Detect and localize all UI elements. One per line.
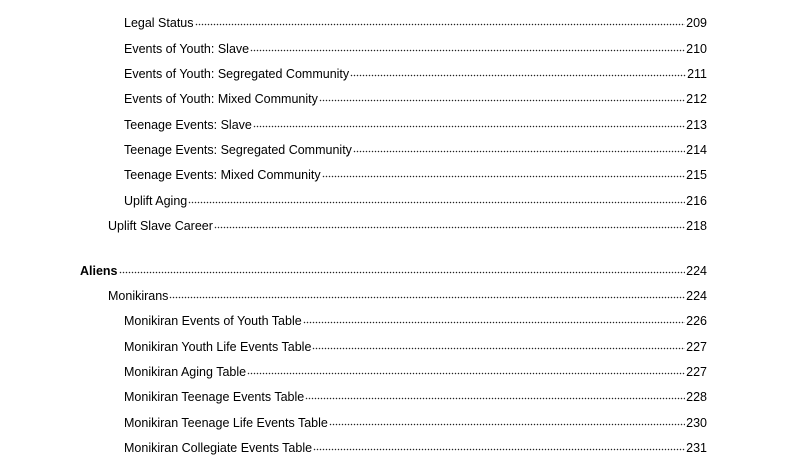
dot-leader bbox=[169, 282, 685, 300]
toc-entry-title: Monikiran Collegiate Events Table bbox=[124, 441, 313, 455]
toc-entry-title: Monikiran Events of Youth Table bbox=[124, 314, 302, 328]
toc-entry-title: Events of Youth: Segregated Community bbox=[124, 67, 350, 81]
dot-leader bbox=[313, 434, 685, 452]
toc-entry-page-number: 230 bbox=[686, 416, 707, 430]
toc-entry-title: Aliens bbox=[80, 264, 118, 278]
toc-entry-events-of-youth-segregated[interactable] bbox=[124, 60, 707, 81]
toc-entry-page-number: 224 bbox=[686, 289, 707, 303]
toc-entry-title: Monikiran Teenage Life Events Table bbox=[124, 416, 328, 430]
toc-entry-uplift-slave-career[interactable] bbox=[108, 212, 707, 233]
dot-leader bbox=[319, 85, 685, 103]
toc-entry-page-number: 224 bbox=[686, 264, 707, 278]
toc-entry-page-number: 209 bbox=[686, 16, 707, 30]
toc-entry-title: Monikiran Youth Life Events Table bbox=[124, 340, 312, 354]
toc-entry-page-number: 210 bbox=[686, 42, 707, 56]
toc-entry-title: Teenage Events: Mixed Community bbox=[124, 168, 321, 182]
toc-entry-page-number: 216 bbox=[686, 194, 707, 208]
toc-entry-title: Uplift Slave Career bbox=[108, 219, 213, 233]
toc-entry-page-number: 228 bbox=[686, 390, 707, 404]
toc-entry-title: Monikiran Aging Table bbox=[124, 365, 247, 379]
dot-leader bbox=[253, 111, 685, 129]
toc-entry-title: Uplift Aging bbox=[124, 194, 188, 208]
toc-entry-monikiran-teenage-events[interactable] bbox=[124, 383, 707, 404]
dot-leader bbox=[353, 136, 685, 154]
toc-entry-monikiran-collegiate-events[interactable] bbox=[124, 434, 707, 455]
toc-entry-teenage-events-segregated[interactable] bbox=[124, 136, 707, 157]
dot-leader bbox=[303, 307, 685, 325]
toc-entry-title: Monikiran Teenage Events Table bbox=[124, 390, 305, 404]
toc-entry-monikiran-events-of-youth[interactable] bbox=[124, 307, 707, 328]
dot-leader bbox=[329, 409, 685, 427]
toc-entry-page-number: 226 bbox=[686, 314, 707, 328]
dot-leader bbox=[305, 383, 685, 401]
dot-leader bbox=[322, 161, 686, 179]
toc-entry-teenage-events-slave[interactable] bbox=[124, 111, 707, 132]
toc-entry-aliens[interactable] bbox=[80, 257, 707, 278]
toc-entry-title: Monikirans bbox=[108, 289, 169, 303]
toc-entry-uplift-aging[interactable] bbox=[124, 187, 707, 208]
toc-entry-monikiran-teenage-life-events[interactable] bbox=[124, 409, 707, 430]
toc-entry-monikiran-youth-life-events[interactable] bbox=[124, 333, 707, 354]
toc-entry-title: Teenage Events: Slave bbox=[124, 118, 252, 132]
toc-entry-page-number: 227 bbox=[686, 365, 707, 379]
dot-leader bbox=[188, 187, 685, 205]
dot-leader bbox=[250, 35, 685, 53]
toc-entry-title: Legal Status bbox=[124, 16, 194, 30]
toc-entry-page-number: 218 bbox=[686, 219, 707, 233]
toc-entry-events-of-youth-slave[interactable] bbox=[124, 35, 707, 56]
toc-entry-teenage-events-mixed[interactable] bbox=[124, 161, 707, 182]
dot-leader bbox=[350, 60, 686, 78]
toc-entry-legal-status[interactable] bbox=[124, 9, 707, 30]
dot-leader bbox=[312, 333, 685, 351]
toc-entry-title: Events of Youth: Slave bbox=[124, 42, 250, 56]
toc-entry-page-number: 227 bbox=[686, 340, 707, 354]
toc-entry-title: Teenage Events: Segregated Community bbox=[124, 143, 352, 157]
toc-entry-events-of-youth-mixed[interactable] bbox=[124, 85, 707, 106]
toc-entry-title: Events of Youth: Mixed Community bbox=[124, 92, 318, 106]
toc-entry-page-number: 215 bbox=[686, 168, 707, 182]
dot-leader bbox=[214, 212, 685, 230]
toc-entry-page-number: 211 bbox=[687, 67, 707, 81]
dot-leader bbox=[247, 358, 685, 376]
dot-leader bbox=[195, 9, 686, 27]
toc-entry-page-number: 214 bbox=[686, 143, 707, 157]
toc-entry-page-number: 213 bbox=[686, 118, 707, 132]
toc-entry-page-number: 231 bbox=[686, 441, 707, 455]
toc-entry-page-number: 212 bbox=[686, 92, 707, 106]
dot-leader bbox=[119, 257, 686, 275]
toc-entry-monikiran-aging[interactable] bbox=[124, 358, 707, 379]
toc-entry-monikirans[interactable] bbox=[108, 282, 707, 303]
